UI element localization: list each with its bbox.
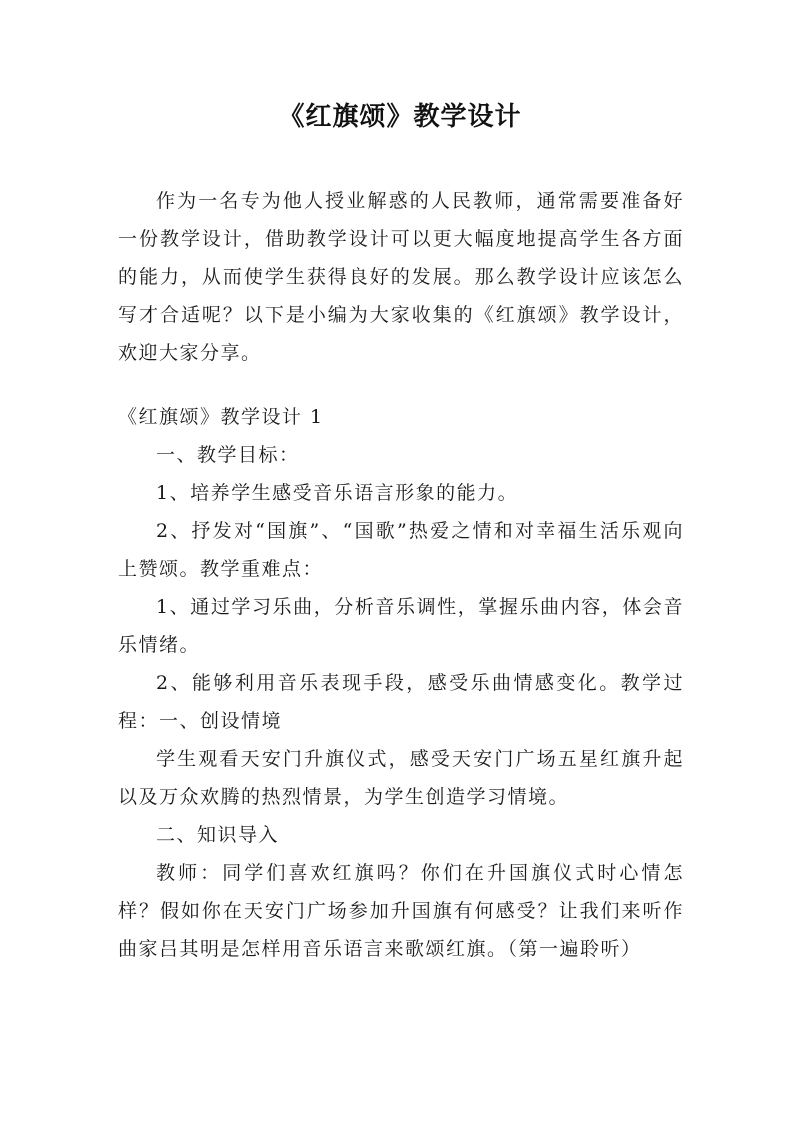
body-paragraph: 1、培养学生感受音乐语言形象的能力。 xyxy=(156,482,519,504)
body-paragraph: 教师：同学们喜欢红旗吗？你们在升国旗仪式时心情怎样？假如你在天安门广场参加升国旗有何感受？让我们来听作曲家吕其明是怎样用音乐语言来歌颂红旗。（第一遍聆听） xyxy=(118,862,684,960)
document-title: 《红旗颂》教学设计 xyxy=(278,102,522,132)
body-paragraph: 一、教学目标： xyxy=(156,444,300,466)
document-body xyxy=(118,398,684,968)
body-paragraph: 1、通过学习乐曲，分析音乐调性，掌握乐曲内容，体会音乐情绪。 xyxy=(118,596,684,656)
body-paragraph: 2、能够利用音乐表现手段，感受乐曲情感变化。教学过程：一、创设情境 xyxy=(118,672,684,732)
section-heading: 《红旗颂》教学设计 1 xyxy=(118,406,324,428)
body-paragraph: 2、抒发对“国旗”、“国歌”热爱之情和对幸福生活乐观向上赞颂。教学重难点： xyxy=(118,520,684,580)
body-paragraph: 学生观看天安门升旗仪式，感受天安门广场五星红旗升起以及万众欢腾的热烈情景，为学生创造学习情境。 xyxy=(118,748,684,808)
body-paragraph: 二、知识导入 xyxy=(156,824,280,846)
intro-paragraph: 作为一名专为他人授业解惑的人民教师，通常需要准备好一份教学设计，借助教学设计可以更大幅度地提高学生各方面的能力，从而使学生获得良好的发展。那么教学设计应该怎么写才合适呢？以下是小编为大家收集的《红旗颂》教学设计，欢迎大家分享。 xyxy=(118,190,684,364)
